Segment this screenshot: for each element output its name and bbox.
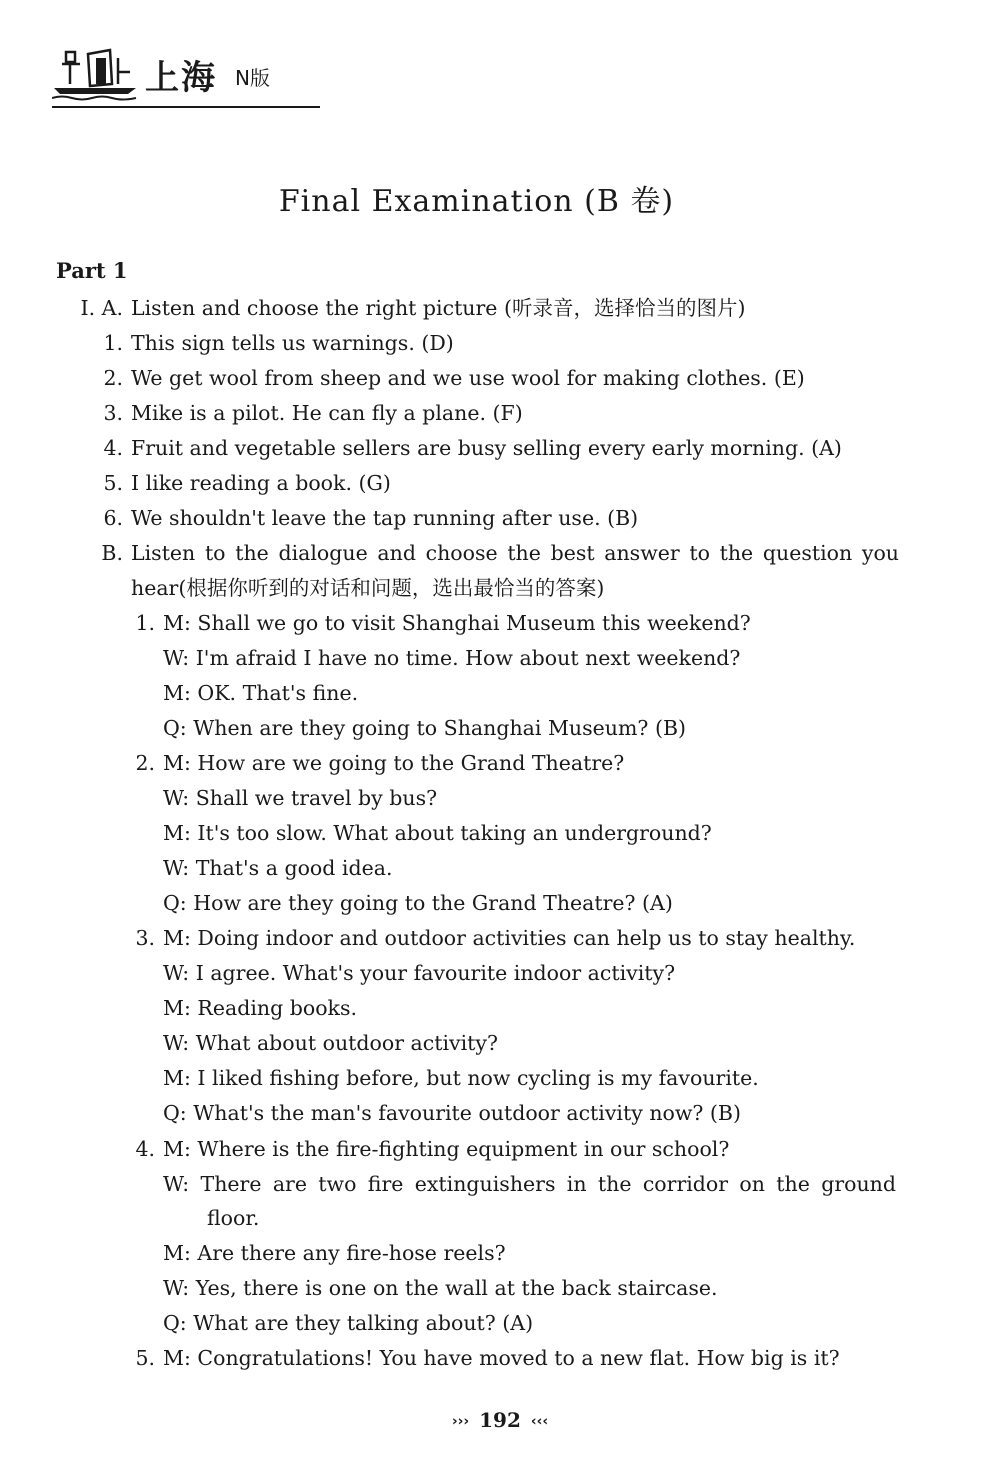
part-heading: Part 1 xyxy=(56,258,128,283)
book-header xyxy=(50,40,322,112)
edition-label: N版 xyxy=(235,66,270,90)
dialogue-line: Q: When are they going to Shanghai Museum? (B) xyxy=(163,716,687,740)
header-divider xyxy=(52,106,320,108)
dialogue-number: 3. xyxy=(135,926,155,950)
dialogue-line: W: What about outdoor activity? xyxy=(163,1031,498,1055)
brand-title: 上海 xyxy=(145,58,217,98)
dialogue-line: M: I liked fishing before, but now cycling is my favourite. xyxy=(163,1066,759,1090)
dialogue-line: W: There are two fire extinguishers in the corridor on the ground xyxy=(163,1172,896,1196)
list-item xyxy=(103,397,523,429)
dialogue-line xyxy=(135,747,625,779)
dialogue-text: M: Where is the fire-fighting equipment in our school? xyxy=(163,1137,730,1161)
dialogue-line: Q: How are they going to the Grand Theatre? (A) xyxy=(163,891,673,915)
dialogue-line: W: Yes, there is one on the wall at the back staircase. xyxy=(163,1276,718,1300)
dialogue-line: M: Reading books. xyxy=(163,996,357,1020)
dialogue-number: 1. xyxy=(135,611,155,635)
item-number: 2. xyxy=(103,366,123,390)
dialogue-line xyxy=(135,922,856,954)
dialogue-line: W: I'm afraid I have no time. How about next weekend? xyxy=(163,646,741,670)
dialogue-number: 4. xyxy=(135,1137,155,1161)
list-item xyxy=(103,467,391,499)
item-number: 3. xyxy=(103,401,123,425)
dialogue-line: M: OK. That's fine. xyxy=(163,681,359,705)
section-a-instruction xyxy=(80,292,746,324)
dialogue-line: W: Shall we travel by bus? xyxy=(163,786,438,810)
dialogue-line: Q: What's the man's favourite outdoor activity now? (B) xyxy=(163,1101,741,1125)
item-number: 6. xyxy=(103,506,123,530)
dialogue-line xyxy=(135,607,751,639)
list-item xyxy=(103,362,805,394)
dialogue-text: M: Congratulations! You have moved to a new flat. How big is it? xyxy=(163,1346,840,1370)
section-a-label: A. xyxy=(101,296,123,320)
dialogue-line: M: Are there any fire-hose reels? xyxy=(163,1241,506,1265)
list-item xyxy=(103,327,454,359)
item-text: Mike is a pilot. He can fly a plane. (F) xyxy=(131,401,523,425)
dialogue-line: M: It's too slow. What about taking an underground? xyxy=(163,821,712,845)
dialogue-number: 2. xyxy=(135,751,155,775)
right-arrows-icon: ››› xyxy=(451,1413,470,1430)
section-b-instruction xyxy=(101,537,899,569)
section-numeral: Ⅰ. xyxy=(80,296,96,320)
item-number: 4. xyxy=(103,436,123,460)
dialogue-text: M: Doing indoor and outdoor activities can help us to stay healthy. xyxy=(163,926,856,950)
ship-logo-icon xyxy=(52,44,138,102)
item-number: 1. xyxy=(103,331,123,355)
page-footer xyxy=(0,1408,1000,1432)
section-b-instruction-cont: hear(根据你听到的对话和问题，选出最恰当的答案) xyxy=(131,576,605,600)
dialogue-line: W: I agree. What's your favourite indoor activity? xyxy=(163,961,676,985)
item-text: We get wool from sheep and we use wool for making clothes. (E) xyxy=(131,366,805,390)
list-item xyxy=(103,502,639,534)
item-number: 5. xyxy=(103,471,123,495)
dialogue-text: M: How are we going to the Grand Theatre? xyxy=(163,751,625,775)
dialogue-line: W: That's a good idea. xyxy=(163,856,393,880)
dialogue-line xyxy=(135,1342,840,1374)
dialogue-number: 5. xyxy=(135,1346,155,1370)
dialogue-line: Q: What are they talking about? (A) xyxy=(163,1311,534,1335)
item-text: This sign tells us warnings. (D) xyxy=(131,331,454,355)
dialogue-line-cont: floor. xyxy=(207,1206,260,1230)
page-number: 192 xyxy=(479,1408,521,1432)
item-text: I like reading a book. (G) xyxy=(131,471,391,495)
section-a-instruction-text: Listen and choose the right picture (听录音，选择恰当的图片) xyxy=(131,296,746,320)
section-numeral-label xyxy=(81,292,123,324)
left-arrows-icon: ‹‹‹ xyxy=(530,1413,549,1430)
dialogue-line xyxy=(135,1133,730,1165)
page-title: Final Examination (B 卷) xyxy=(278,184,675,219)
list-item xyxy=(103,432,842,464)
item-text: Fruit and vegetable sellers are busy selling every early morning. (A) xyxy=(131,436,842,460)
dialogue-text: M: Shall we go to visit Shanghai Museum this weekend? xyxy=(163,611,751,635)
section-b-label: B. xyxy=(101,541,123,565)
item-text: We shouldn't leave the tap running after use. (B) xyxy=(131,506,639,530)
section-b-instruction-line1: Listen to the dialogue and choose the best answer to the question you xyxy=(131,541,899,565)
